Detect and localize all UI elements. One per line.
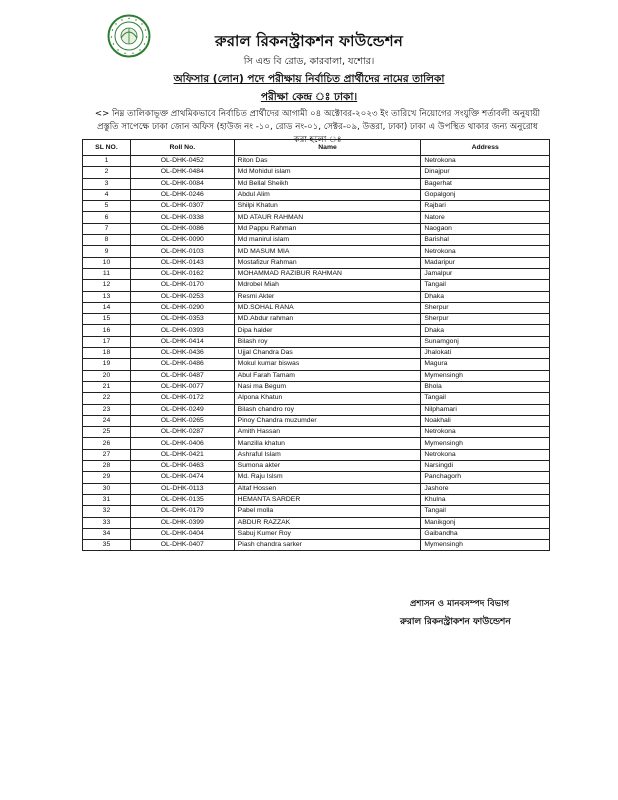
- cell-name: Bilash chandro roy: [234, 404, 421, 415]
- cell-address: Jamalpur: [421, 268, 550, 279]
- cell-name: Resmi Akter: [234, 291, 421, 302]
- table-row: [83, 212, 550, 223]
- cell-roll-no: OL-DHK-0179: [130, 506, 234, 517]
- cell-roll-no: OL-DHK-0135: [130, 494, 234, 505]
- cell-address: Tangail: [421, 280, 550, 291]
- cell-roll-no: OL-DHK-0170: [130, 280, 234, 291]
- cell-roll-no: OL-DHK-0287: [130, 427, 234, 438]
- cell-sl-no: 12: [83, 280, 131, 291]
- cell-roll-no: OL-DHK-0407: [130, 540, 234, 551]
- cell-roll-no: OL-DHK-0172: [130, 393, 234, 404]
- cell-name: Pinoy Chandra muzumder: [234, 415, 421, 426]
- cell-roll-no: OL-DHK-0084: [130, 178, 234, 189]
- cell-roll-no: OL-DHK-0393: [130, 325, 234, 336]
- table-body: [83, 156, 550, 551]
- organization-address: সি এন্ড বি রোড, কারবালা, যশোর।: [243, 56, 375, 67]
- cell-sl-no: 15: [83, 314, 131, 325]
- table-row: [83, 393, 550, 404]
- table-row: [83, 528, 550, 539]
- cell-name: Nasi ma Begum: [234, 381, 421, 392]
- cell-sl-no: 25: [83, 427, 131, 438]
- organization-name: রুরাল রিকনস্ট্রাকশন ফাউন্ডেশন: [215, 32, 403, 50]
- column-header-address: Address: [421, 140, 550, 156]
- table-row: [83, 517, 550, 528]
- cell-roll-no: OL-DHK-0452: [130, 156, 234, 167]
- cell-address: Nilphamari: [421, 404, 550, 415]
- cell-sl-no: 14: [83, 302, 131, 313]
- table-row: [83, 370, 550, 381]
- cell-sl-no: 20: [83, 370, 131, 381]
- table-row: [83, 427, 550, 438]
- cell-address: Rajbari: [421, 201, 550, 212]
- cell-name: Alpona Khatun: [234, 393, 421, 404]
- cell-sl-no: 29: [83, 472, 131, 483]
- cell-sl-no: 21: [83, 381, 131, 392]
- cell-address: Natore: [421, 212, 550, 223]
- cell-roll-no: OL-DHK-0290: [130, 302, 234, 313]
- cell-name: Md Bellal Sheikh: [234, 178, 421, 189]
- table-row: [83, 540, 550, 551]
- cell-address: Jhalokati: [421, 348, 550, 359]
- cell-name: Dipa halder: [234, 325, 421, 336]
- table-row: [83, 223, 550, 234]
- cell-sl-no: 8: [83, 235, 131, 246]
- cell-address: Netrokona: [421, 156, 550, 167]
- cell-sl-no: 2: [83, 167, 131, 178]
- table-row: [83, 449, 550, 460]
- table-row: [83, 359, 550, 370]
- cell-address: Narsingdi: [421, 461, 550, 472]
- cell-roll-no: OL-DHK-0077: [130, 381, 234, 392]
- cell-name: ABDUR RAZZAK: [234, 517, 421, 528]
- cell-name: Bilash roy: [234, 336, 421, 347]
- cell-roll-no: OL-DHK-0399: [130, 517, 234, 528]
- cell-name: Shilpi Khatun: [234, 201, 421, 212]
- cell-sl-no: 13: [83, 291, 131, 302]
- cell-address: Dinajpur: [421, 167, 550, 178]
- cell-sl-no: 5: [83, 201, 131, 212]
- column-header-roll: Roll No.: [130, 140, 234, 156]
- cell-name: Md. Raju Islsm: [234, 472, 421, 483]
- notice-title-text: অফিসার (লোন) পদে পরীক্ষায় নির্বাচিত প্রার্থীদের নামের তালিকা: [173, 73, 445, 85]
- cell-name: Ashraful Islam: [234, 449, 421, 460]
- table-header-row: [83, 140, 550, 156]
- cell-roll-no: OL-DHK-0265: [130, 415, 234, 426]
- cell-address: Netrokona: [421, 449, 550, 460]
- cell-sl-no: 30: [83, 483, 131, 494]
- cell-sl-no: 32: [83, 506, 131, 517]
- cell-roll-no: OL-DHK-0143: [130, 257, 234, 268]
- cell-sl-no: 35: [83, 540, 131, 551]
- cell-name: Ujjal Chandra Das: [234, 348, 421, 359]
- cell-address: Manikgonj: [421, 517, 550, 528]
- cell-roll-no: OL-DHK-0246: [130, 189, 234, 200]
- cell-sl-no: 18: [83, 348, 131, 359]
- column-header-name: Name: [234, 140, 421, 156]
- table-row: [83, 246, 550, 257]
- table-row: [83, 314, 550, 325]
- cell-sl-no: 27: [83, 449, 131, 460]
- cell-name: Mostafizur Rahman: [234, 257, 421, 268]
- table-row: [83, 302, 550, 313]
- cell-roll-no: OL-DHK-0404: [130, 528, 234, 539]
- table-row: [83, 201, 550, 212]
- table-row: [83, 325, 550, 336]
- cell-address: Panchagorh: [421, 472, 550, 483]
- cell-name: Sumona akter: [234, 461, 421, 472]
- cell-sl-no: 19: [83, 359, 131, 370]
- cell-sl-no: 17: [83, 336, 131, 347]
- cell-name: Amith Hassan: [234, 427, 421, 438]
- cell-name: Piash chandra sarker: [234, 540, 421, 551]
- instruction-paragraph: <> নিম্ন তালিকাভূক্ত প্রাথমিকভাবে নির্বাচিত প্রার্থীদের আগামী ০৪ অক্টোবর-২০২৩ ইং তারিখে নিয়োগের সংযুক্তি শর্তাবলী অনুযায়ী প্রস্তুতি সাপেক্ষে ঢাকা জোন অফিস (হাউজ নং -১০, রোড নং-০১, সেক্টর-০৯, উত্তরা, ঢাকা) ঢাকা এ উপস্থিত থাকার জন্য অনুরোধ করা হলো ঃ: [94, 109, 541, 145]
- table-row: [83, 178, 550, 189]
- cell-address: Sunamgonj: [421, 336, 550, 347]
- cell-address: Magura: [421, 359, 550, 370]
- cell-sl-no: 24: [83, 415, 131, 426]
- cell-name: Manzilla khatun: [234, 438, 421, 449]
- cell-name: MD.SOHAL RANA: [234, 302, 421, 313]
- table-row: [83, 415, 550, 426]
- cell-sl-no: 22: [83, 393, 131, 404]
- cell-sl-no: 9: [83, 246, 131, 257]
- cell-roll-no: OL-DHK-0162: [130, 268, 234, 279]
- cell-address: Naogaon: [421, 223, 550, 234]
- cell-address: Sherpur: [421, 302, 550, 313]
- cell-sl-no: 1: [83, 156, 131, 167]
- cell-address: Mymensingh: [421, 370, 550, 381]
- cell-name: HEMANTA SARDER: [234, 494, 421, 505]
- table-row: [83, 336, 550, 347]
- cell-roll-no: OL-DHK-0113: [130, 483, 234, 494]
- cell-roll-no: OL-DHK-0484: [130, 167, 234, 178]
- cell-address: Sherpur: [421, 314, 550, 325]
- cell-name: Altaf Hossen: [234, 483, 421, 494]
- cell-roll-no: OL-DHK-0353: [130, 314, 234, 325]
- table-row: [83, 167, 550, 178]
- cell-roll-no: OL-DHK-0307: [130, 201, 234, 212]
- cell-sl-no: 11: [83, 268, 131, 279]
- cell-roll-no: OL-DHK-0414: [130, 336, 234, 347]
- signature-department: প্রশাসন ও মানবসম্পদ বিভাগ: [410, 599, 510, 609]
- cell-name: Sabuj Kumer Roy: [234, 528, 421, 539]
- cell-roll-no: OL-DHK-0474: [130, 472, 234, 483]
- cell-address: Dhaka: [421, 291, 550, 302]
- cell-name: Pabel molla: [234, 506, 421, 517]
- table-row: [83, 438, 550, 449]
- cell-name: Md manirul islam: [234, 235, 421, 246]
- table-row: [83, 291, 550, 302]
- cell-address: Barishal: [421, 235, 550, 246]
- table-row: [83, 235, 550, 246]
- cell-roll-no: OL-DHK-0406: [130, 438, 234, 449]
- cell-name: Abdul Alim: [234, 189, 421, 200]
- cell-sl-no: 7: [83, 223, 131, 234]
- notice-title: [0, 72, 618, 89]
- cell-name: MOHAMMAD RAZIBUR RAHMAN: [234, 268, 421, 279]
- cell-address: Bagerhat: [421, 178, 550, 189]
- cell-sl-no: 26: [83, 438, 131, 449]
- cell-name: MD MASUM MIA: [234, 246, 421, 257]
- table-row: [83, 156, 550, 167]
- cell-roll-no: OL-DHK-0249: [130, 404, 234, 415]
- cell-address: Madaripur: [421, 257, 550, 268]
- cell-address: Mymensingh: [421, 540, 550, 551]
- cell-sl-no: 16: [83, 325, 131, 336]
- cell-address: Tangail: [421, 393, 550, 404]
- cell-roll-no: OL-DHK-0487: [130, 370, 234, 381]
- cell-sl-no: 28: [83, 461, 131, 472]
- cell-roll-no: OL-DHK-0253: [130, 291, 234, 302]
- candidate-table: [82, 139, 550, 551]
- exam-center-text: পরীক্ষা কেন্দ্র ঃ ঢাকা।: [260, 91, 358, 103]
- table-row: [83, 506, 550, 517]
- table-row: [83, 189, 550, 200]
- exam-center: [0, 90, 618, 107]
- table-row: [83, 472, 550, 483]
- cell-address: Jashore: [421, 483, 550, 494]
- table-row: [83, 280, 550, 291]
- cell-sl-no: 23: [83, 404, 131, 415]
- cell-sl-no: 6: [83, 212, 131, 223]
- table-row: [83, 381, 550, 392]
- signature-organization: রুরাল রিকনস্ট্রাকশন ফাউন্ডেশন: [400, 617, 511, 627]
- cell-name: MD.Abdur rahman: [234, 314, 421, 325]
- cell-roll-no: OL-DHK-0463: [130, 461, 234, 472]
- cell-roll-no: OL-DHK-0421: [130, 449, 234, 460]
- table-row: [83, 461, 550, 472]
- cell-sl-no: 10: [83, 257, 131, 268]
- table-row: [83, 268, 550, 279]
- cell-name: Abul Farah Tamam: [234, 370, 421, 381]
- cell-sl-no: 4: [83, 189, 131, 200]
- cell-name: Mdrobel Miah: [234, 280, 421, 291]
- cell-address: Noakhali: [421, 415, 550, 426]
- cell-sl-no: 33: [83, 517, 131, 528]
- cell-roll-no: OL-DHK-0086: [130, 223, 234, 234]
- table-row: [83, 494, 550, 505]
- table-row: [83, 404, 550, 415]
- table-row: [83, 348, 550, 359]
- cell-sl-no: 3: [83, 178, 131, 189]
- cell-roll-no: OL-DHK-0103: [130, 246, 234, 257]
- cell-address: Netrokona: [421, 246, 550, 257]
- cell-name: Md Pappu Rahman: [234, 223, 421, 234]
- cell-roll-no: OL-DHK-0338: [130, 212, 234, 223]
- cell-name: Mokul kumar biswas: [234, 359, 421, 370]
- column-header-sl: SL NO.: [83, 140, 131, 156]
- cell-sl-no: 34: [83, 528, 131, 539]
- cell-address: Gaibandha: [421, 528, 550, 539]
- cell-roll-no: OL-DHK-0436: [130, 348, 234, 359]
- table-row: [83, 257, 550, 268]
- cell-address: Mymensingh: [421, 438, 550, 449]
- cell-name: Riton Das: [234, 156, 421, 167]
- cell-address: Netrokona: [421, 427, 550, 438]
- cell-sl-no: 31: [83, 494, 131, 505]
- cell-name: Md Mohidul islam: [234, 167, 421, 178]
- cell-address: Gopalgonj: [421, 189, 550, 200]
- cell-address: Bhola: [421, 381, 550, 392]
- table-row: [83, 483, 550, 494]
- cell-address: Tangail: [421, 506, 550, 517]
- cell-address: Khulna: [421, 494, 550, 505]
- cell-roll-no: OL-DHK-0090: [130, 235, 234, 246]
- cell-address: Dhaka: [421, 325, 550, 336]
- cell-roll-no: OL-DHK-0486: [130, 359, 234, 370]
- cell-name: MD ATAUR RAHMAN: [234, 212, 421, 223]
